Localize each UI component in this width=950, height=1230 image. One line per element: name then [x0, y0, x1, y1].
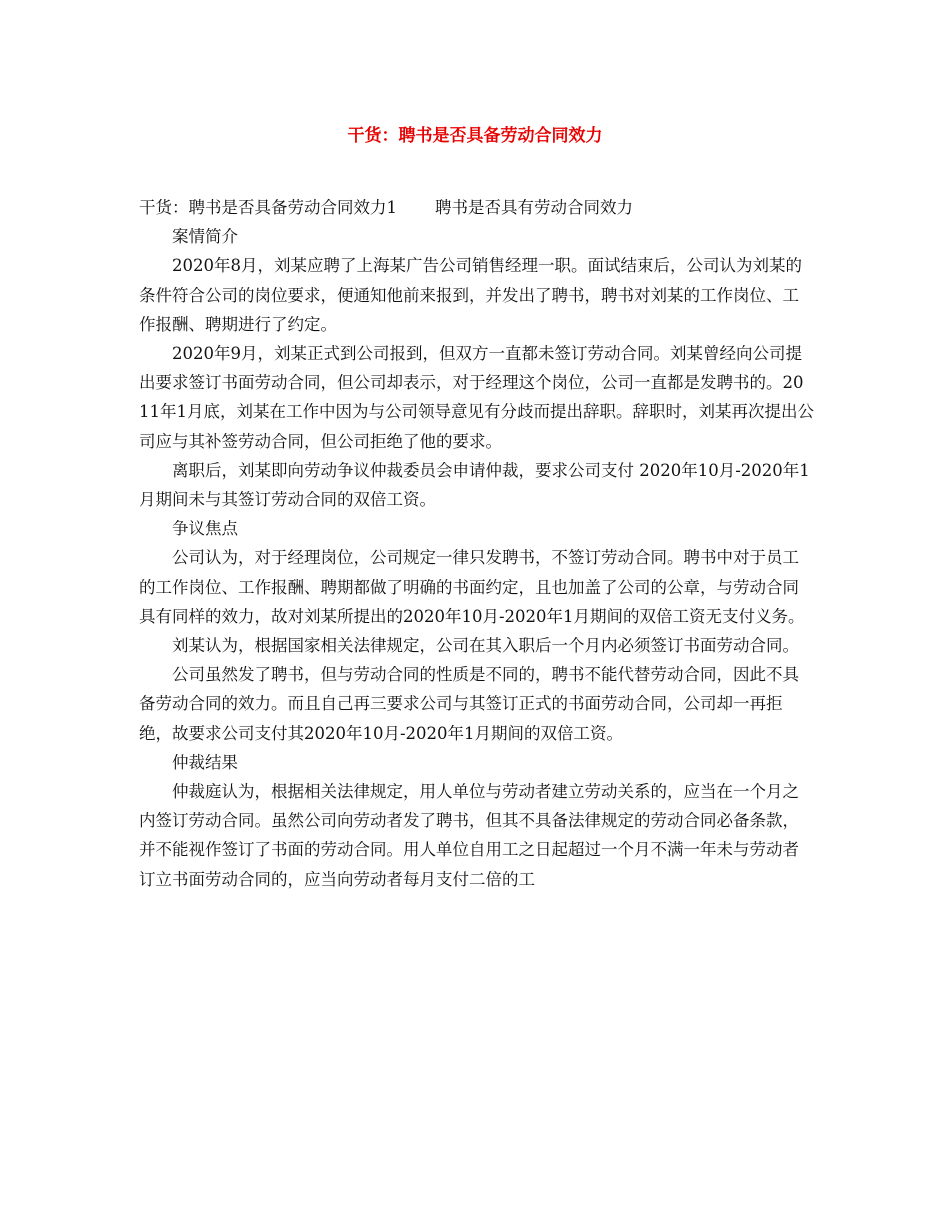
- section-heading-dispute: 争议焦点: [172, 519, 238, 539]
- paragraph: 公司认为，对于经理岗位，公司规定一律只发聘书，不签订劳动合同。聘书中对于员工的工作岗位、工作报酬、聘期都做了明确的书面约定，且也加盖了公司的公章，与劳动合同具有同样的效力，故对刘某所提出的2020年10月-2020年1月期间的双倍工资无支付义务。: [139, 548, 805, 626]
- first-line-right: 聘书是否具有劳动合同效力: [435, 198, 633, 217]
- paragraph: 2020年9月，刘某正式到公司报到，但双方一直都未签订劳动合同。刘某曾经向公司提出要求签订书面劳动合同，但公司却表示，对于经理这个岗位，公司一直都是发聘书的。20 11年1月底，刘某在工作中因为与公司领导意见有分歧而提出辞职。辞职时，刘某再次提出公司应与其补签劳动合同，但公司拒绝了他的要求。: [139, 344, 814, 451]
- first-line-left: 干货：聘书是否具备劳动合同效力1: [139, 198, 397, 217]
- first-line: [139, 193, 815, 222]
- paragraph: 公司虽然发了聘书，但与劳动合同的性质是不同的，聘书不能代替劳动合同，因此不具备劳动合同的效力。而且自己再三要求公司与其签订正式的书面劳动合同，公司却一再拒绝，故要求公司支付其2020年10月-2020年1月期间的双倍工资。: [139, 665, 799, 743]
- paragraph: 2020年8月，刘某应聘了上海某广告公司销售经理一职。面试结束后，公司认为刘某的条件符合公司的岗位要求，便通知他前来报到，并发出了聘书，聘书对刘某的工作岗位、工作报酬、聘期进行了约定。: [139, 256, 802, 334]
- section-heading-result: 仲裁结果: [172, 752, 238, 772]
- paragraph: 仲裁庭认为，根据相关法律规定，用人单位与劳动者建立劳动关系的，应当在一个月之内签订劳动合同。虽然公司向劳动者发了聘书，但其不具备法律规定的劳动合同必备条款，并不能视作签订了书面的劳动合同。用人单位自用工之日起超过一个月不满一年未与劳动者订立书面劳动合同的，应当向劳动者每月支付二倍的工: [139, 782, 799, 889]
- paragraph: 离职后，刘某即向劳动争议仲裁委员会申请仲裁，要求公司支付 2020年10月-2020年1月期间未与其签订劳动合同的双倍工资。: [139, 460, 810, 510]
- paragraph: 刘某认为，根据国家相关法律规定，公司在其入职后一个月内必须签订书面劳动合同。: [172, 636, 799, 656]
- section-heading-case: 案情简介: [172, 227, 238, 247]
- document-title: 干货：聘书是否具备劳动合同效力: [347, 126, 603, 146]
- document-body: [139, 193, 815, 894]
